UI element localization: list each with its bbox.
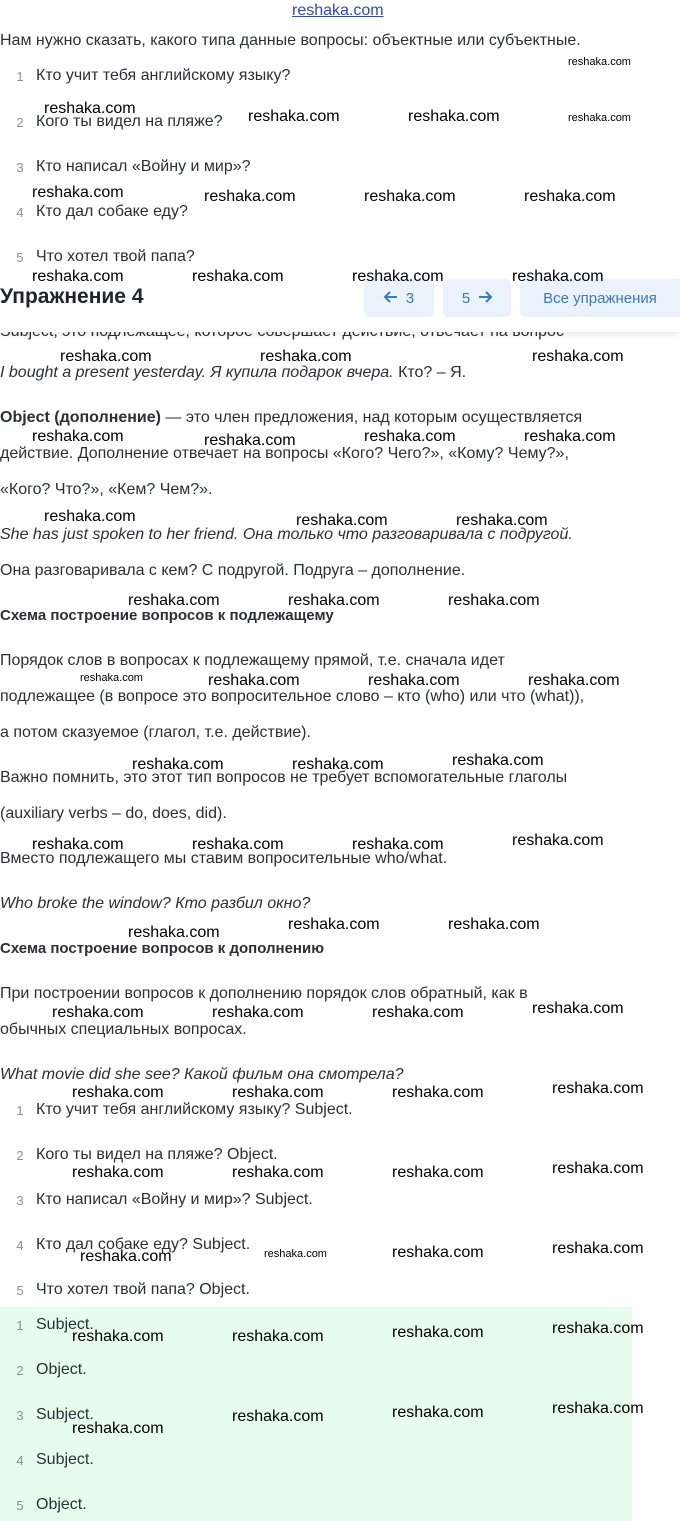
watermark: reshaka.com <box>552 1320 644 1337</box>
item-text: Subject. <box>36 1406 94 1423</box>
item-number: 3 <box>16 1193 24 1208</box>
next-exercise-label: 5 <box>461 289 471 307</box>
watermark: reshaka.com <box>392 1404 484 1421</box>
watermark: reshaka.com <box>532 348 624 365</box>
item-number: 2 <box>16 1148 24 1163</box>
object-definition-line-2: действие. Дополнение отвечает на вопросы «Кого? Чего?», «Кому? Чему?», <box>0 445 569 462</box>
schema-2-title: Схема построение вопросов к дополнению <box>0 940 325 957</box>
object-definition-line-1: Object (дополнение) — это член предложения, над которым осуществляется <box>0 409 583 426</box>
watermark: reshaka.com <box>32 268 124 285</box>
intro-text: Нам нужно сказать, какого типа данные вопросы: объектные или субъектные. <box>0 32 581 49</box>
schema-1-text-2: подлежащее (в вопросе это вопросительное слово – кто (who) или что (what)), <box>0 688 585 705</box>
watermark: reshaka.com <box>232 1408 324 1425</box>
watermark: reshaka.com <box>296 512 388 529</box>
item-text: Object. <box>36 1361 87 1378</box>
watermark: reshaka.com <box>392 1084 484 1101</box>
arrow-right-icon <box>478 290 492 307</box>
watermark: reshaka.com <box>568 112 631 124</box>
item-text: Subject. <box>36 1451 94 1468</box>
watermark: reshaka.com <box>204 432 296 449</box>
watermark: reshaka.com <box>364 188 456 205</box>
watermark: reshaka.com <box>524 188 616 205</box>
item-text: Кто дал собаке еду? Subject. <box>36 1236 251 1253</box>
next-exercise-button[interactable] <box>443 279 511 317</box>
watermark: reshaka.com <box>392 1324 484 1341</box>
schema-2-example: What movie did she see? Какой фильм она смотрела? <box>0 1066 404 1083</box>
example-2-note: Она разговаривала с кем? С подругой. Подруга – дополнение. <box>0 562 466 579</box>
schema-1-title: Схема построение вопросов к подлежащему <box>0 607 334 624</box>
item-number: 1 <box>16 1318 24 1333</box>
watermark: reshaka.com <box>192 836 284 853</box>
watermark: reshaka.com <box>352 836 444 853</box>
item-text: Кто учит тебя английскому языку? Subject. <box>36 1101 353 1118</box>
schema-1-text-4: Важно помнить, это этот тип вопросов не требует вспомогательные глаголы <box>0 769 568 786</box>
example-2: She has just spoken to her friend. Она только что разговаривала с подругой. <box>0 526 573 543</box>
item-number: 2 <box>16 1363 24 1378</box>
item-text: Кто учит тебя английскому языку? <box>36 67 291 84</box>
watermark: reshaka.com <box>248 108 340 125</box>
watermark: reshaka.com <box>232 1164 324 1181</box>
watermark: reshaka.com <box>408 108 500 125</box>
watermark: reshaka.com <box>80 1248 172 1265</box>
watermark: reshaka.com <box>288 592 380 609</box>
watermark: reshaka.com <box>512 268 604 285</box>
item-number: 4 <box>16 1238 24 1253</box>
schema-2-text-2: обычных специальных вопросах. <box>0 1021 247 1038</box>
watermark: reshaka.com <box>552 1160 644 1177</box>
item-text: Кого ты видел на пляже? <box>36 113 223 130</box>
watermark: reshaka.com <box>528 672 620 689</box>
clipped-text-line <box>0 332 564 342</box>
item-number: 5 <box>16 1283 24 1298</box>
watermark: reshaka.com <box>364 428 456 445</box>
watermark: reshaka.com <box>232 1084 324 1101</box>
item-number: 4 <box>16 205 24 220</box>
watermark: reshaka.com <box>204 188 296 205</box>
watermark: reshaka.com <box>552 1080 644 1097</box>
item-number: 5 <box>16 1498 24 1513</box>
watermark: reshaka.com <box>352 268 444 285</box>
watermark: reshaka.com <box>260 348 352 365</box>
watermark: reshaka.com <box>232 1328 324 1345</box>
watermark: reshaka.com <box>532 1000 624 1017</box>
item-number: 3 <box>16 160 24 175</box>
watermark: reshaka.com <box>72 1328 164 1345</box>
item-text: Кого ты видел на пляже? Object. <box>36 1146 278 1163</box>
watermark: reshaka.com <box>372 1004 464 1021</box>
watermark: reshaka.com <box>52 1004 144 1021</box>
watermark: reshaka.com <box>552 1400 644 1417</box>
watermark: reshaka.com <box>452 752 544 769</box>
watermark: reshaka.com <box>368 672 460 689</box>
watermark: reshaka.com <box>392 1244 484 1261</box>
watermark: reshaka.com <box>448 916 540 933</box>
item-number: 1 <box>16 1103 24 1118</box>
watermark: reshaka.com <box>288 916 380 933</box>
item-number: 2 <box>16 115 24 130</box>
item-text: Кто дал собаке еду? <box>36 203 188 220</box>
site-link[interactable]: reshaka.com <box>292 2 384 19</box>
watermark: reshaka.com <box>264 1248 327 1260</box>
watermark: reshaka.com <box>44 508 136 525</box>
watermark: reshaka.com <box>552 1240 644 1257</box>
watermark: reshaka.com <box>192 268 284 285</box>
watermark: reshaka.com <box>80 672 143 684</box>
schema-1-example: Who broke the window? Кто разбил окно? <box>0 895 311 912</box>
example-1: I bought a present yesterday. Я купила подарок вчера. Кто? – Я. <box>0 364 467 381</box>
watermark: reshaka.com <box>212 1004 304 1021</box>
watermark: reshaka.com <box>208 672 300 689</box>
schema-1-text-1: Порядок слов в вопросах к подлежащему прямой, т.е. сначала идет <box>0 652 505 669</box>
item-text: Object. <box>36 1496 87 1513</box>
item-text: Кто написал «Войну и мир»? Subject. <box>36 1191 313 1208</box>
watermark: reshaka.com <box>44 100 136 117</box>
object-term: Object (дополнение) <box>0 409 161 426</box>
object-definition-line-3: «Кого? Что?», «Кем? Чем?». <box>0 481 213 498</box>
item-text: Кто написал «Войну и мир»? <box>36 158 251 175</box>
item-number: 4 <box>16 1453 24 1468</box>
item-text: Subject. <box>36 1316 94 1333</box>
watermark: reshaka.com <box>32 184 124 201</box>
item-number: 3 <box>16 1408 24 1423</box>
watermark: reshaka.com <box>524 428 616 445</box>
watermark: reshaka.com <box>60 348 152 365</box>
watermark: reshaka.com <box>448 592 540 609</box>
item-number: 5 <box>16 250 24 265</box>
watermark: reshaka.com <box>392 1164 484 1181</box>
watermark: reshaka.com <box>292 756 384 773</box>
watermark: reshaka.com <box>512 832 604 849</box>
watermark: reshaka.com <box>128 924 220 941</box>
schema-1-text-3: а потом сказуемое (глагол, т.е. действие). <box>0 724 311 741</box>
watermark: reshaka.com <box>128 592 220 609</box>
watermark: reshaka.com <box>132 756 224 773</box>
exercise-title: Упражнение 4 <box>0 285 144 308</box>
schema-1-text-6: Вместо подлежащего мы ставим вопросительные who/what. <box>0 850 448 867</box>
prev-exercise-label: 3 <box>405 289 415 307</box>
watermark: reshaka.com <box>456 512 548 529</box>
schema-1-text-5: (auxiliary verbs – do, does, did). <box>0 805 227 822</box>
all-exercises-label: Все упражнения <box>543 289 657 307</box>
watermark: reshaka.com <box>72 1164 164 1181</box>
arrow-left-icon <box>384 290 398 307</box>
watermark: reshaka.com <box>72 1084 164 1101</box>
item-text: Что хотел твой папа? <box>36 248 195 265</box>
item-text: Что хотел твой папа? Object. <box>36 1281 250 1298</box>
watermark: reshaka.com <box>32 428 124 445</box>
schema-2-text-1: При построении вопросов к дополнению порядок слов обратный, как в <box>0 985 528 1002</box>
watermark: reshaka.com <box>32 836 124 853</box>
watermark: reshaka.com <box>72 1420 164 1437</box>
watermark: reshaka.com <box>568 56 631 68</box>
item-number: 1 <box>16 69 24 84</box>
